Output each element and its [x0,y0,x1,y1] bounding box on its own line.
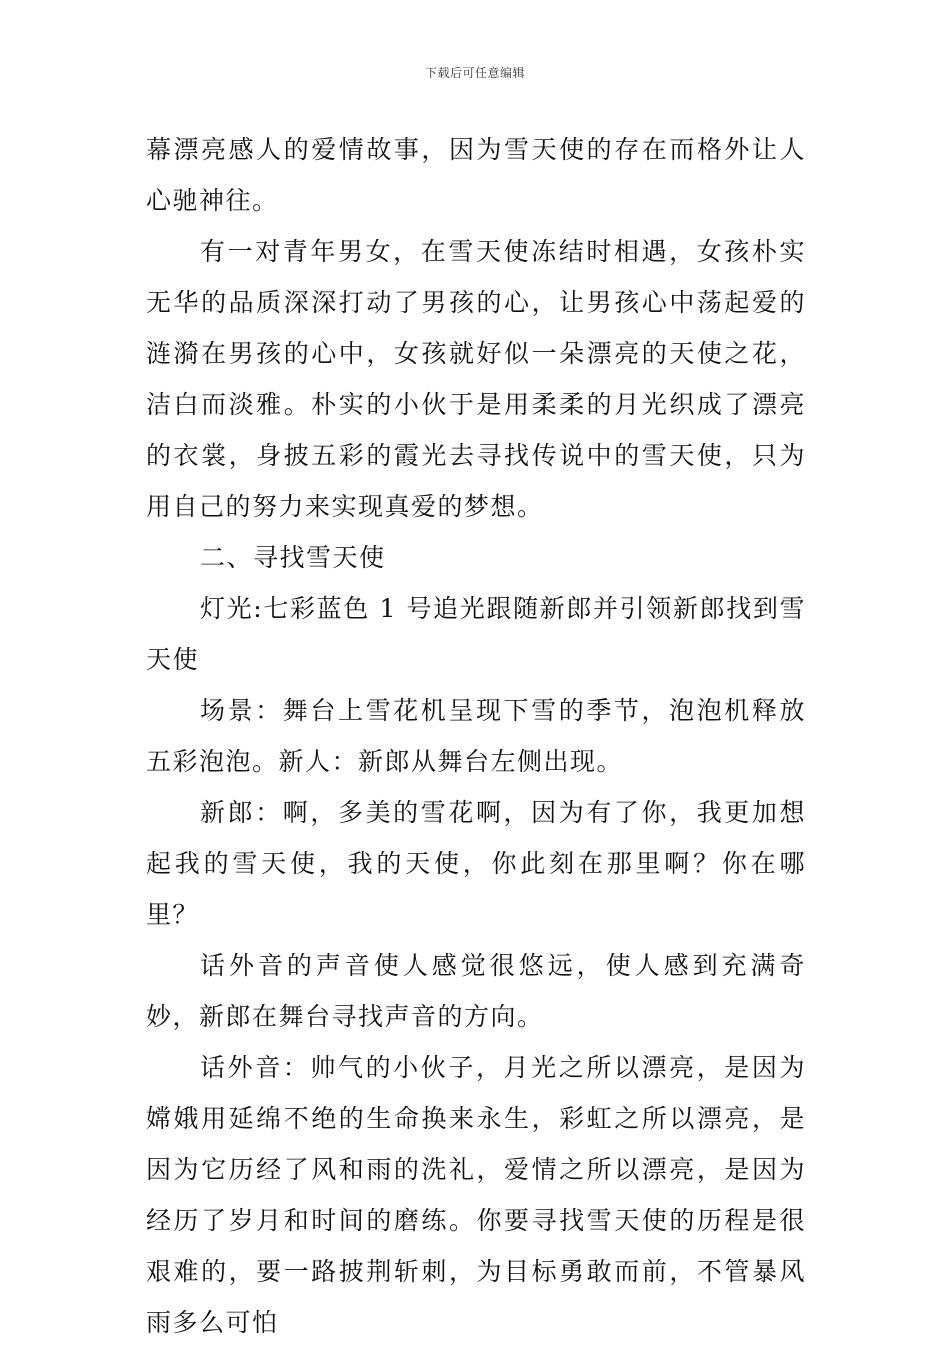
paragraph-scene: 场景：舞台上雪花机呈现下雪的季节，泡泡机释放五彩泡泡。新人：新郎从舞台左侧出现。 [146,696,806,776]
paragraph-lighting: 灯光:七彩蓝色 1 号追光跟随新郎并引领新郎找到雪天使 [146,594,806,674]
paragraph-voiceover: 话外音：帅气的小伙子，月光之所以漂亮，是因为嫦娥用延绵不绝的生命换来永生，彩虹之所以漂亮，是因为它历经了风和雨的洗礼，爱情之所以漂亮，是因为经历了岁月和时间的磨练。你要寻找雪天使的历程是很艰难的，要一路披荆斩刺，为目标勇敢而前，不管暴风雨多么可怕 [146,1053,806,1337]
paragraph-1: 幕漂亮感人的爱情故事，因为雪天使的存在而格外让人心驰神往。 [146,135,806,215]
paragraph-2: 有一对青年男女，在雪天使冻结时相遇，女孩朴实无华的品质深深打动了男孩的心，让男孩心中荡起爱的涟漪在男孩的心中，女孩就好似一朵漂亮的天使之花，洁白而淡雅。朴实的小伙于是用柔柔的月光织成了漂亮的衣裳，身披五彩的霞光去寻找传说中的雪天使，只为用自己的努力来实现真爱的梦想。 [146,237,806,521]
section-heading: 二、寻找雪天使 [200,543,386,572]
paragraph-groom: 新郎：啊，多美的雪花啊，因为有了你，我更加想起我的雪天使，我的天使，你此刻在那里啊？你在哪里？ [146,798,806,929]
page-header: 下载后可任意编辑 [424,66,525,80]
document-body [146,124,806,1348]
paragraph-voiceover-desc: 话外音的声音使人感觉很悠远，使人感到充满奇妙，新郎在舞台寻找声音的方向。 [146,951,806,1031]
